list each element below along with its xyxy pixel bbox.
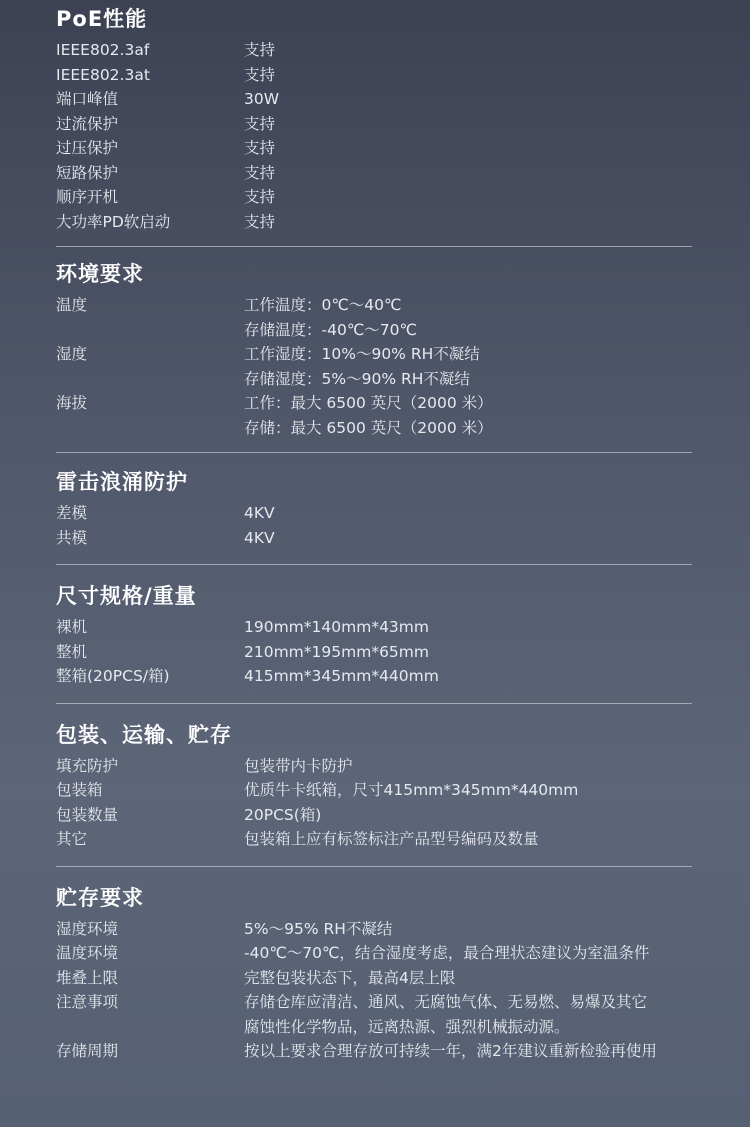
spec-value: -40℃～70℃，结合湿度考虑，最合理状态建议为室温条件 (244, 944, 650, 962)
spec-row (56, 640, 692, 665)
spec-row (56, 87, 692, 112)
spec-value: 210mm*195mm*65mm (244, 642, 429, 661)
spec-row (56, 664, 692, 689)
section-title: 尺寸规格/重量 (56, 584, 197, 608)
spec-value: 支持 (244, 212, 276, 231)
spec-row (56, 778, 692, 803)
spec-key: 其它 (56, 830, 88, 848)
spec-value: 支持 (244, 139, 276, 157)
spec-row (56, 63, 692, 88)
spec-key: 温度 (56, 296, 88, 314)
spec-row (56, 1039, 692, 1064)
spec-row (56, 615, 692, 640)
spec-value: 支持 (244, 65, 276, 84)
spec-key: 包装箱 (56, 781, 103, 799)
section-poe (56, 0, 692, 234)
spec-row (56, 185, 692, 210)
spec-value: 工作温度：0℃～40℃ 存储温度：-40℃～70℃ (244, 296, 417, 339)
section-dimensions (56, 565, 692, 689)
spec-value: 4KV (244, 504, 275, 522)
spec-key: 堆叠上限 (56, 968, 119, 987)
spec-row (56, 391, 692, 440)
spec-key: 湿度 (56, 345, 88, 363)
spec-key: 存储周期 (56, 1042, 119, 1060)
spec-row (56, 526, 692, 551)
spec-row (56, 501, 692, 526)
spec-key: 注意事项 (56, 993, 119, 1011)
section-surge-protection (56, 453, 692, 550)
spec-value: 支持 (244, 188, 276, 206)
spec-row (56, 38, 692, 63)
spec-value: 支持 (244, 163, 276, 182)
spec-key: 海拔 (56, 394, 88, 412)
section-title: 环境要求 (56, 262, 144, 286)
spec-key: 差模 (56, 504, 88, 522)
spec-value: 按以上要求合理存放可持续一年，满2年建议重新检验再使用 (244, 1042, 657, 1060)
spec-value: 包装带内卡防护 (244, 756, 353, 775)
section-environment (56, 247, 692, 440)
section-title: 贮存要求 (56, 885, 144, 910)
spec-key: 端口峰值 (56, 90, 119, 108)
spec-key: 短路保护 (56, 163, 119, 182)
spec-value: 支持 (244, 114, 276, 133)
spec-value: 5%～95% RH不凝结 (244, 919, 393, 938)
spec-key: 整箱(20PCS/箱) (56, 667, 170, 685)
spec-key: 裸机 (56, 618, 88, 636)
spec-key: 温度环境 (56, 944, 119, 962)
spec-row (56, 210, 692, 235)
spec-key: 湿度环境 (56, 919, 119, 938)
spec-row (56, 293, 692, 342)
spec-value: 支持 (244, 41, 276, 59)
spec-key: 过流保护 (56, 114, 119, 133)
spec-value: 包装箱上应有标签标注产品型号编码及数量 (244, 830, 539, 848)
spec-key: 填充防护 (56, 756, 119, 775)
spec-value: 存储仓库应清洁、通风、无腐蚀气体、无易燃、易爆及其它 腐蚀性化学物品，远离热源、强烈机械振动源。 (244, 993, 648, 1036)
spec-row (56, 917, 692, 942)
spec-value: 优质牛卡纸箱，尺寸415mm*345mm*440mm (244, 781, 579, 799)
spec-row (56, 966, 692, 991)
spec-row (56, 161, 692, 186)
spec-key: 共模 (56, 528, 88, 547)
spec-row (56, 941, 692, 966)
section-title: 包装、运输、贮存 (56, 722, 232, 747)
spec-value: 4KV (244, 528, 275, 547)
spec-row (56, 754, 692, 779)
spec-sheet (56, 0, 692, 1064)
spec-value: 30W (244, 90, 280, 108)
spec-key: 大功率PD软启动 (56, 212, 171, 231)
spec-value: 20PCS(箱) (244, 805, 322, 824)
section-title: PoE性能 (56, 7, 148, 31)
spec-key: 包装数量 (56, 805, 119, 824)
spec-row (56, 990, 692, 1039)
spec-row (56, 112, 692, 137)
spec-value: 415mm*345mm*440mm (244, 667, 439, 685)
section-storage (56, 867, 692, 1064)
spec-key: IEEE802.3af (56, 41, 150, 59)
spec-key: 整机 (56, 642, 88, 661)
spec-key: IEEE802.3at (56, 65, 150, 84)
spec-value: 工作：最大 6500 英尺（2000 米） 存储：最大 6500 英尺（2000 米） (244, 394, 493, 437)
spec-value: 190mm*140mm*43mm (244, 618, 429, 636)
spec-row (56, 342, 692, 391)
spec-value: 工作湿度：10%～90% RH不凝结 存储湿度：5%～90% RH不凝结 (244, 345, 480, 388)
section-packaging (56, 704, 692, 852)
spec-row (56, 827, 692, 852)
section-title: 雷击浪涌防护 (56, 470, 188, 494)
spec-value: 完整包装状态下，最高4层上限 (244, 968, 456, 987)
spec-row (56, 136, 692, 161)
spec-key: 顺序开机 (56, 188, 119, 206)
spec-key: 过压保护 (56, 139, 119, 157)
spec-row (56, 803, 692, 828)
